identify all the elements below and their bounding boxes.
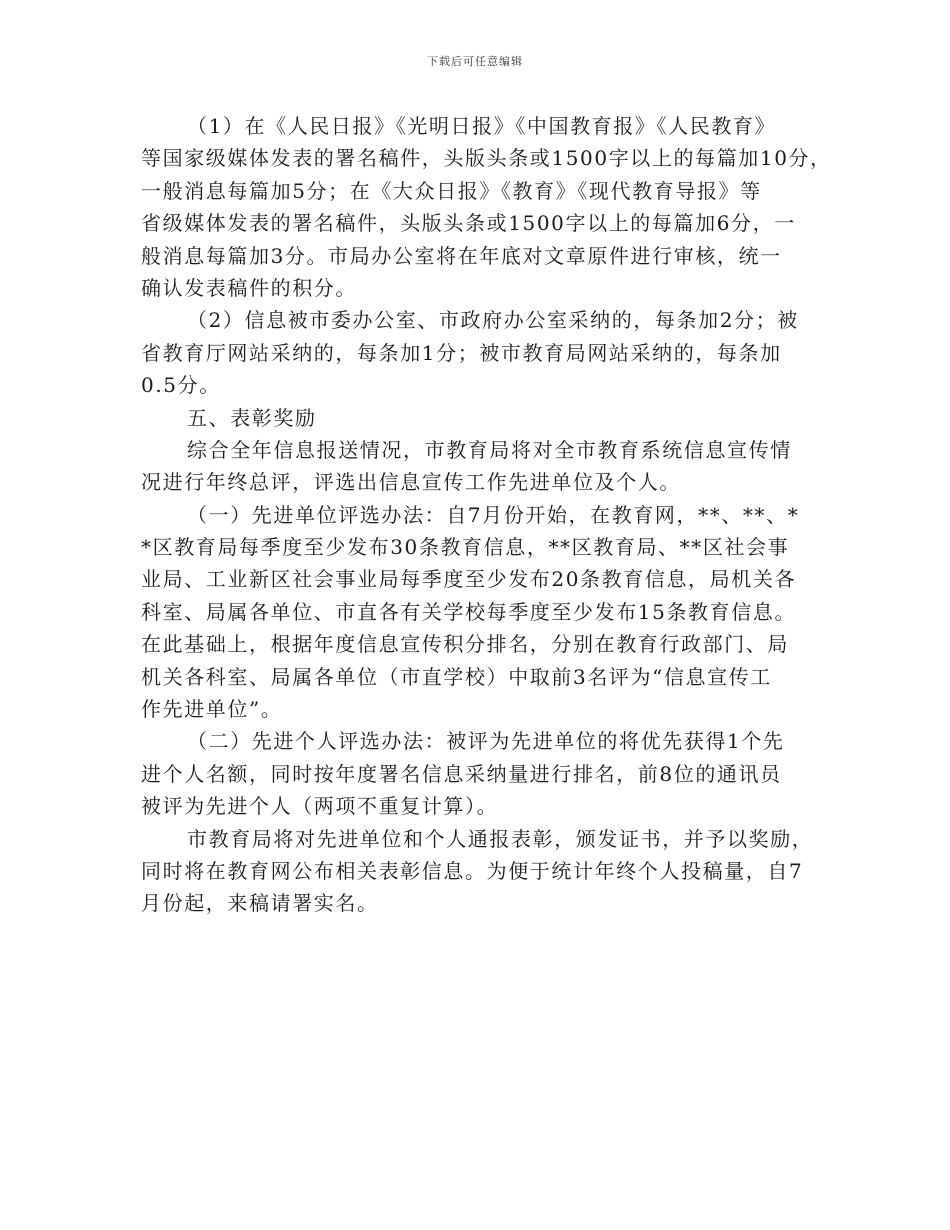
paragraph-commendation — [141, 823, 821, 920]
text-line: 进个人名额，同时按年度署名信息采纳量进行排名，前8位的通讯员 — [141, 761, 782, 786]
paragraph-year-end-review — [141, 434, 821, 499]
text-line: 况进行年终总评，评选出信息宣传工作先进单位及个人。 — [141, 470, 681, 495]
text-line: （2）信息被市委办公室、市政府办公室采纳的，每条加2分；被 — [187, 308, 799, 333]
text-line: （一）先进单位评选办法：自7月份开始，在教育网，**、**、* — [187, 502, 800, 527]
paragraph-national-media — [141, 110, 832, 304]
text-line: 综合全年信息报送情况，市教育局将对全市教育系统信息宣传情 — [187, 437, 792, 462]
text-line: 月份起，来稿请署实名。 — [141, 891, 379, 916]
text-line: 市教育局将对先进单位和个人通报表彰，颁发证书，并予以奖励， — [187, 826, 814, 851]
paragraph-advanced-unit-method — [141, 499, 821, 726]
text-line: 一般消息每篇加5分；在《大众日报》《教育》《现代教育导报》等 — [141, 178, 762, 203]
paragraph-advanced-individual-method — [141, 725, 821, 822]
text-line: 同时将在教育网公布相关表彰信息。为便于统计年终个人投稿量，自7 — [141, 858, 804, 883]
text-line: 作先进单位”。 — [141, 697, 283, 722]
text-line: *区教育局每季度至少发布30条教育信息，**区教育局、**区社会事 — [141, 535, 790, 560]
text-line: 省级媒体发表的署名稿件，头版头条或1500字以上的每篇加6分，一 — [141, 211, 796, 236]
text-line: 般消息每篇加3分。市局办公室将在年底对文章原件进行审核，统一 — [141, 243, 782, 268]
paragraph-info-adoption — [141, 304, 821, 401]
page-header-note: 下载后可任意编辑 — [427, 55, 523, 68]
text-line: （1）在《人民日报》《光明日报》《中国教育报》《人民教育》 — [187, 114, 777, 138]
section-heading-rewards — [141, 402, 821, 434]
text-line: 省教育厅网站采纳的，每条加1分；被市教育局网站采纳的，每条加 — [141, 340, 782, 365]
text-line: 0.5分。 — [141, 373, 221, 398]
section-heading: 五、表彰奖励 — [187, 405, 317, 430]
text-line: 被评为先进个人（两项不重复计算）。 — [141, 794, 499, 819]
text-line: 等国家级媒体发表的署名稿件，头版头条或1500字以上的每篇加10分， — [141, 146, 832, 171]
text-line: （二）先进个人评选办法：被评为先进单位的将优先获得1个先 — [187, 729, 785, 754]
document-body — [141, 110, 832, 920]
text-line: 确认发表稿件的积分。 — [141, 275, 357, 300]
text-line: 机关各科室、局属各单位（市直学校）中取前3名评为“信息宣传工 — [141, 664, 772, 689]
text-line: 科室、局属各单位、市直各有关学校每季度至少发布15条教育信息。 — [141, 599, 797, 624]
text-line: 业局、工业新区社会事业局每季度至少发布20条教育信息，局机关各 — [141, 567, 797, 592]
text-line: 在此基础上，根据年度信息宣传积分排名，分别在教育行政部门、局 — [141, 632, 789, 657]
